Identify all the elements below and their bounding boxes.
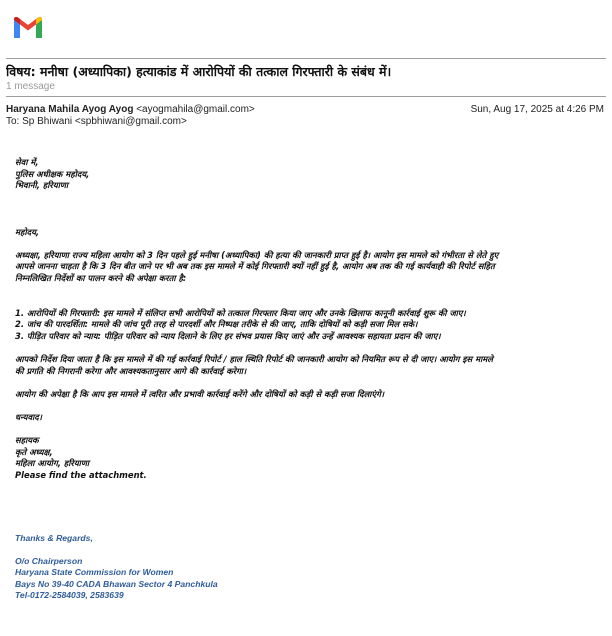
signature-line: Tel-0172-2584039, 2583639	[15, 590, 124, 601]
email-subject: विषय: मनीषा (अध्यापिका) हत्याकांड में आरोपियों की तत्काल गिरफ्तारी के संबंध में।	[6, 64, 392, 79]
address-line: भिवानी, हरियाणा	[15, 180, 69, 191]
paragraph-line: की प्रगति की निगरानी करेगा और आवश्यकतानुसार आगे की कार्रवाई करेगा।	[15, 365, 247, 376]
paragraph-line: निम्नलिखित निर्देशों का पालन करने की अपेक्षा करता है:	[15, 272, 187, 283]
thanks-line: धन्यवाद।	[15, 412, 42, 423]
sent-date: Sun, Aug 17, 2025 at 4:26 PM	[470, 104, 604, 115]
directive-item: 1. आरोपियों की गिरफ्तारी: इस मामले में संलिप्त सभी आरोपियों को तत्काल गिरफ्तार किया जाए और उनके खिलाफ कानूनी कार्रवाई शुरू की जाए।	[15, 307, 466, 318]
signature-line: O/o Chairperson	[15, 556, 83, 566]
sender-email: <ayogmahila@gmail.com>	[136, 104, 255, 115]
paragraph-line: अध्यक्षा, हरियाणा राज्य महिला आयोग को 3 दिन पहले हुई मनीषा (अध्यापिका) की हत्या की जानकारी प्राप्त हुई है। आयोग इस मामले को गंभीरता से लेते हुए	[15, 249, 499, 260]
message-divider	[6, 96, 606, 97]
address-line: पुलिस अधीक्षक महोदय,	[15, 168, 90, 179]
recipient: To: Sp Bhiwani <spbhiwani@gmail.com>	[6, 116, 187, 127]
signature-line: Haryana State Commission for Women	[15, 567, 174, 578]
directive-item: 2. जांच की पारदर्शिता: मामले की जांच पूरी तरह से पारदर्शी और निष्पक्ष तरीके से की जाए, ताकि दोषियों को कड़ी सजा मिल सके।	[15, 319, 418, 330]
header-divider	[6, 58, 606, 59]
email-signature	[15, 533, 218, 602]
gmail-logo-icon	[12, 14, 44, 40]
signature-regards: Thanks & Regards,	[15, 533, 93, 543]
sender	[6, 104, 255, 115]
sender-name: Haryana Mahila Ayog Ayog	[6, 104, 134, 115]
closing-line: कृते अध्यक्ष,	[15, 446, 53, 457]
directive-item: 3. पीड़ित परिवार को न्याय: पीड़ित परिवार को न्याय दिलाने के लिए हर संभव प्रयास किए जाएं और उन्हें आवश्यक सहायता प्रदान की जाए।	[15, 330, 441, 341]
paragraph-line: आपको निर्देश दिया जाता है कि इस मामले में की गई कार्रवाई रिपोर्ट / हाल स्थिति रिपोर्ट की जानकारी आयोग को नियमित रूप से दी जाए। आयोग इस मामले	[15, 354, 493, 365]
paragraph-line: आपसे जानना चाहता है कि 3 दिन बीत जाने पर भी अब तक इस मामले में कोई गिरफ्तारी क्यों नहीं हुई है, आयोग अब तक की गई कार्यवाही की रिपोर्ट सहित	[15, 261, 495, 272]
attachment-note: Please find the attachment.	[15, 470, 147, 481]
paragraph-line: आयोग की अपेक्षा है कि आप इस मामले में त्वरित और प्रभावी कार्रवाई करेंगे और दोषियों को कड़ी से कड़ी सजा दिलाएंगे।	[15, 388, 384, 399]
message-count: 1 message	[6, 81, 55, 92]
signature-line: Bays No 39-40 CADA Bhawan Sector 4 Panchkula	[15, 578, 218, 589]
closing-line: सहायक	[15, 435, 39, 446]
address-line: सेवा में,	[15, 157, 39, 167]
email-body	[15, 157, 600, 482]
salutation: महोदय,	[15, 226, 40, 237]
closing-line: महिला आयोग, हरियाणा	[15, 458, 90, 469]
